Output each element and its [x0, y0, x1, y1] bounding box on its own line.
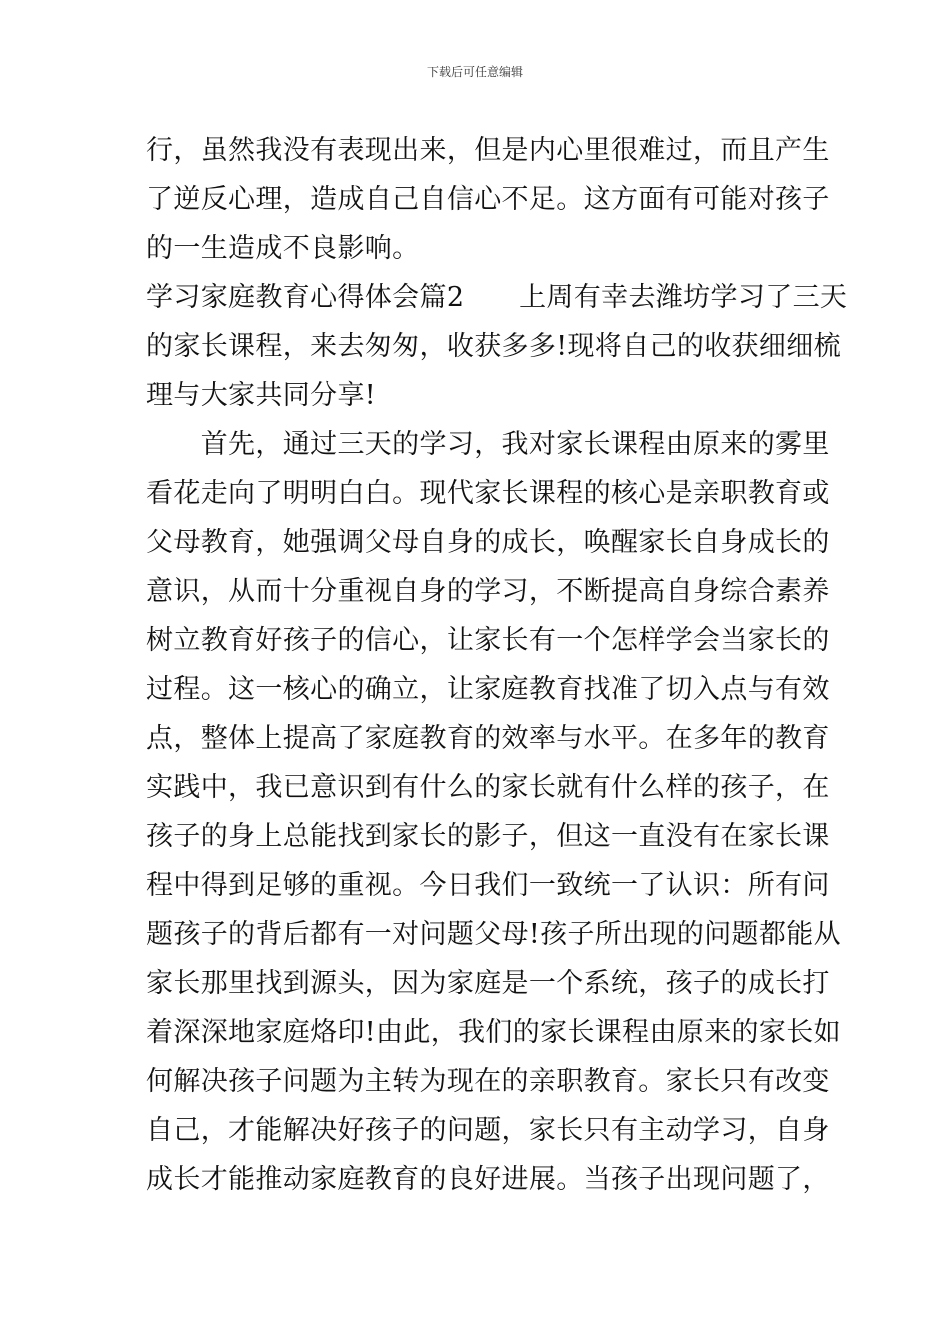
text-line: 成长才能推动家庭教育的良好进展。当孩子出现问题了，: [146, 1164, 830, 1195]
page-header: 下载后可任意编辑: [426, 65, 523, 79]
text-line: 的一生造成不良影响。: [146, 233, 420, 264]
section-heading-line: 学习家庭教育心得体会篇2 上周有幸去潍坊学习了三天: [146, 282, 848, 313]
document-body: [146, 126, 848, 1204]
text-line: 意识，从而十分重视自身的学习，不断提高自身综合素养: [146, 576, 830, 607]
text-line: 家长那里找到源头，因为家庭是一个系统，孩子的成长打: [146, 968, 830, 999]
text-line: 自己，才能解决好孩子的问题，家长只有主动学习，自身: [146, 1115, 830, 1146]
text-line: 理与大家共同分享!: [146, 380, 376, 411]
text-line: 着深深地家庭烙印!由此，我们的家长课程由原来的家长如: [146, 1017, 841, 1048]
text-line: 何解决孩子问题为主转为现在的亲职教育。家长只有改变: [146, 1066, 830, 1097]
text-line: 父母教育，她强调父母自身的成长，唤醒家长自身成长的: [146, 527, 830, 558]
text-line: 孩子的身上总能找到家长的影子，但这一直没有在家长课: [146, 821, 830, 852]
text-line: 点，整体上提高了家庭教育的效率与水平。在多年的教育: [146, 723, 830, 754]
text-line: 实践中，我已意识到有什么的家长就有什么样的孩子，在: [146, 772, 830, 803]
text-line: 过程。这一核心的确立，让家庭教育找准了切入点与有效: [146, 674, 830, 705]
text-line: 看花走向了明明白白。现代家长课程的核心是亲职教育或: [146, 478, 830, 509]
paragraph-start-line: 首先，通过三天的学习，我对家长课程由原来的雾里: [146, 429, 830, 460]
text-line: 的家长课程，来去匆匆，收获多多!现将自己的收获细细梳: [146, 331, 841, 362]
text-line: 树立教育好孩子的信心，让家长有一个怎样学会当家长的: [146, 625, 830, 656]
text-line: 了逆反心理，造成自己自信心不足。这方面有可能对孩子: [146, 184, 830, 215]
text-line: 程中得到足够的重视。今日我们一致统一了认识：所有问: [146, 870, 830, 901]
text-line: 行，虽然我没有表现出来，但是内心里很难过，而且产生: [146, 135, 830, 166]
text-line: 题孩子的背后都有一对问题父母!孩子所出现的问题都能从: [146, 919, 841, 950]
